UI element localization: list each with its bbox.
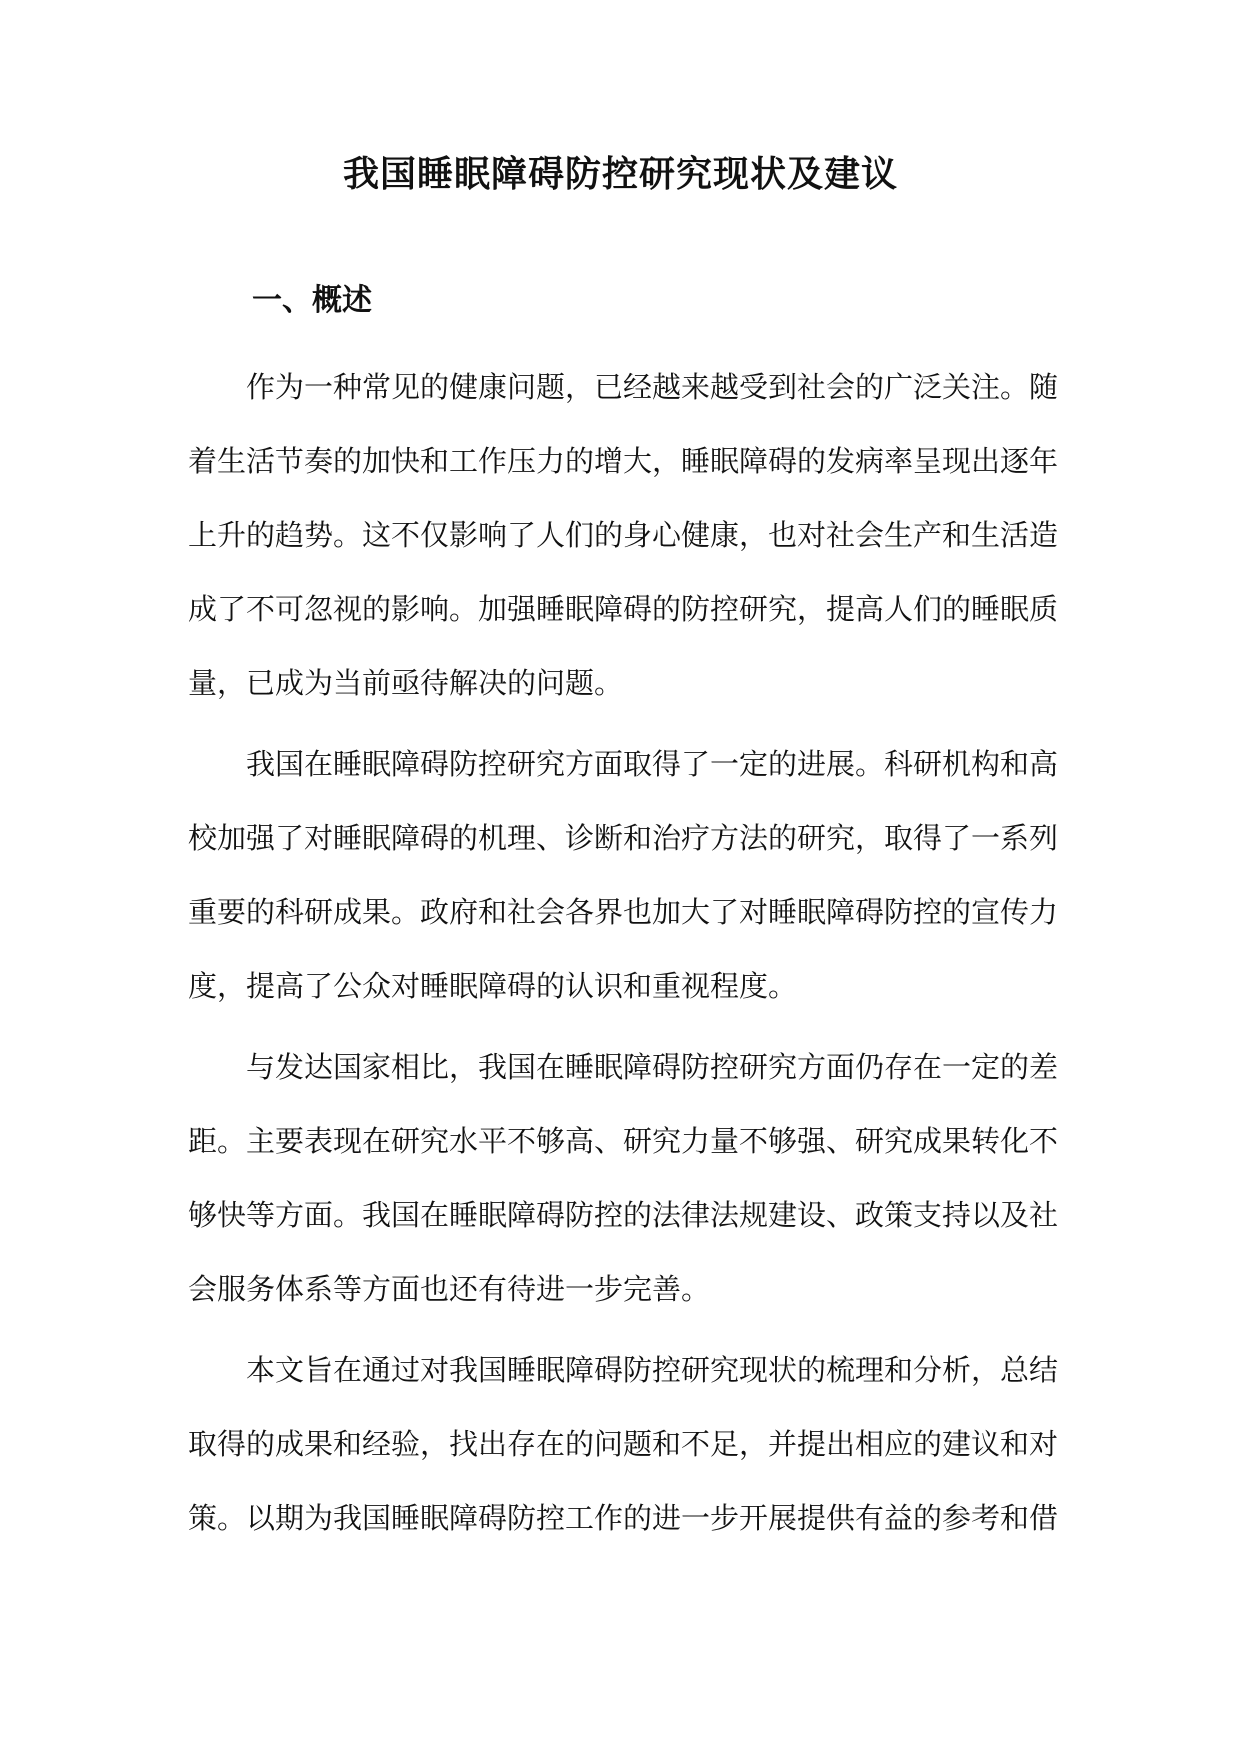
paragraph-line: 重要的科研成果。政府和社会各界也加大了对睡眠障碍防控的宣传力: [188, 895, 1059, 929]
section-heading: 一、概述: [252, 283, 372, 318]
paragraph-line: 上升的趋势。这不仅影响了人们的身心健康，也对社会生产和生活造: [188, 518, 1059, 552]
paragraph-line: 距。主要表现在研究水平不够高、研究力量不够强、研究成果转化不: [188, 1124, 1059, 1158]
paragraph-line: 度，提高了公众对睡眠障碍的认识和重视程度。: [188, 969, 798, 1003]
paragraph-line: 策。以期为我国睡眠障碍防控工作的进一步开展提供有益的参考和借: [188, 1501, 1059, 1535]
paragraph-line: 校加强了对睡眠障碍的机理、诊断和治疗方法的研究，取得了一系列: [188, 821, 1059, 855]
paragraph-line: 我国在睡眠障碍防控研究方面取得了一定的进展。科研机构和高: [246, 747, 1059, 781]
paragraph-line: 量，已成为当前亟待解决的问题。: [188, 666, 624, 700]
paragraph-line: 着生活节奏的加快和工作压力的增大，睡眠障碍的发病率呈现出逐年: [188, 444, 1059, 478]
paragraph-line: 够快等方面。我国在睡眠障碍防控的法律法规建设、政策支持以及社: [188, 1198, 1059, 1232]
paragraph-line: 会服务体系等方面也还有待进一步完善。: [188, 1272, 711, 1306]
paragraph-line: 本文旨在通过对我国睡眠障碍防控研究现状的梳理和分析，总结: [246, 1353, 1059, 1387]
paragraph-line: 与发达国家相比，我国在睡眠障碍防控研究方面仍存在一定的差: [246, 1050, 1059, 1084]
paragraph-line: 取得的成果和经验，找出存在的问题和不足，并提出相应的建议和对: [188, 1427, 1059, 1461]
document-title: 我国睡眠障碍防控研究现状及建议: [342, 154, 898, 195]
paragraph-line: 作为一种常见的健康问题，已经越来越受到社会的广泛关注。随: [246, 370, 1059, 404]
paragraph-line: 成了不可忽视的影响。加强睡眠障碍的防控研究，提高人们的睡眠质: [188, 592, 1059, 626]
